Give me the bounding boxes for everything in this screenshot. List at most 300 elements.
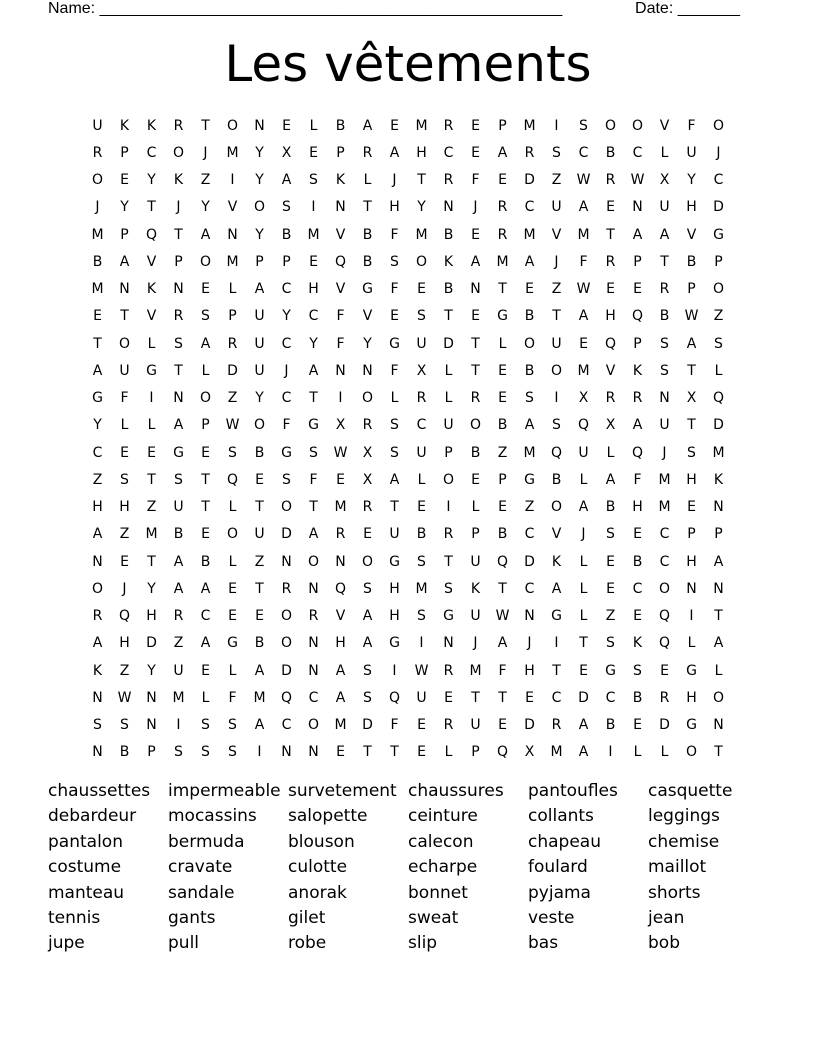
- grid-letter[interactable]: T: [174, 362, 183, 379]
- grid-letter[interactable]: H: [389, 199, 400, 216]
- grid-letter[interactable]: N: [713, 499, 724, 516]
- grid-letter[interactable]: T: [714, 608, 723, 625]
- grid-letter[interactable]: S: [660, 362, 669, 379]
- grid-letter[interactable]: T: [417, 172, 426, 189]
- grid-letter[interactable]: O: [307, 717, 320, 734]
- grid-letter[interactable]: B: [470, 444, 481, 461]
- grid-letter[interactable]: B: [200, 553, 211, 570]
- grid-letter[interactable]: O: [604, 117, 617, 134]
- grid-letter[interactable]: E: [228, 608, 237, 625]
- grid-letter[interactable]: E: [309, 253, 318, 270]
- grid-letter[interactable]: A: [578, 717, 589, 734]
- grid-letter[interactable]: L: [471, 499, 480, 516]
- grid-letter[interactable]: O: [712, 281, 725, 298]
- grid-letter[interactable]: O: [199, 390, 212, 407]
- grid-letter[interactable]: T: [201, 499, 210, 516]
- grid-letter[interactable]: O: [226, 526, 239, 543]
- grid-letter[interactable]: I: [446, 499, 451, 516]
- grid-letter[interactable]: N: [173, 390, 184, 407]
- grid-letter[interactable]: R: [308, 608, 319, 625]
- grid-letter[interactable]: R: [362, 417, 373, 434]
- grid-letter[interactable]: R: [497, 226, 508, 243]
- grid-letter[interactable]: Z: [173, 635, 184, 652]
- grid-letter[interactable]: E: [633, 717, 642, 734]
- grid-letter[interactable]: U: [416, 444, 427, 461]
- grid-letter[interactable]: J: [662, 444, 667, 461]
- grid-letter[interactable]: P: [471, 744, 480, 761]
- grid-letter[interactable]: Q: [631, 444, 644, 461]
- grid-letter[interactable]: A: [524, 417, 535, 434]
- grid-letter[interactable]: B: [119, 744, 130, 761]
- grid-letter[interactable]: O: [469, 417, 482, 434]
- grid-letter[interactable]: Z: [119, 526, 130, 543]
- grid-letter[interactable]: A: [200, 226, 211, 243]
- grid-letter[interactable]: A: [335, 689, 346, 706]
- grid-letter[interactable]: P: [471, 526, 480, 543]
- grid-letter[interactable]: R: [605, 253, 616, 270]
- grid-letter[interactable]: S: [633, 662, 642, 679]
- grid-letter[interactable]: L: [687, 635, 696, 652]
- grid-letter[interactable]: S: [228, 744, 237, 761]
- grid-letter[interactable]: A: [335, 662, 346, 679]
- grid-letter[interactable]: I: [554, 635, 559, 652]
- grid-letter[interactable]: M: [523, 226, 536, 243]
- grid-letter[interactable]: N: [632, 199, 643, 216]
- grid-letter[interactable]: K: [632, 635, 643, 652]
- grid-letter[interactable]: B: [254, 635, 265, 652]
- grid-letter[interactable]: A: [470, 253, 481, 270]
- grid-letter[interactable]: O: [550, 499, 563, 516]
- grid-letter[interactable]: F: [390, 717, 399, 734]
- grid-letter[interactable]: N: [92, 689, 103, 706]
- grid-letter[interactable]: X: [362, 444, 373, 461]
- grid-letter[interactable]: E: [633, 608, 642, 625]
- grid-letter[interactable]: H: [605, 308, 616, 325]
- grid-letter[interactable]: A: [524, 253, 535, 270]
- grid-letter[interactable]: L: [201, 362, 210, 379]
- grid-letter[interactable]: M: [550, 744, 563, 761]
- grid-letter[interactable]: E: [525, 281, 534, 298]
- grid-letter[interactable]: E: [417, 744, 426, 761]
- grid-letter[interactable]: Y: [147, 662, 156, 679]
- grid-letter[interactable]: T: [687, 417, 696, 434]
- grid-letter[interactable]: S: [552, 144, 561, 161]
- grid-letter[interactable]: A: [578, 744, 589, 761]
- grid-letter[interactable]: B: [497, 417, 508, 434]
- grid-letter[interactable]: M: [496, 253, 509, 270]
- grid-letter[interactable]: C: [524, 526, 535, 543]
- grid-letter[interactable]: D: [713, 417, 724, 434]
- grid-letter[interactable]: O: [361, 553, 374, 570]
- grid-letter[interactable]: C: [200, 608, 211, 625]
- grid-letter[interactable]: R: [92, 144, 103, 161]
- grid-letter[interactable]: E: [228, 580, 237, 597]
- grid-letter[interactable]: J: [581, 526, 586, 543]
- grid-letter[interactable]: R: [659, 281, 670, 298]
- grid-letter[interactable]: I: [257, 744, 262, 761]
- grid-letter[interactable]: Q: [712, 390, 725, 407]
- grid-letter[interactable]: A: [281, 172, 292, 189]
- grid-letter[interactable]: M: [577, 226, 590, 243]
- grid-letter[interactable]: O: [91, 580, 104, 597]
- grid-letter[interactable]: U: [254, 362, 265, 379]
- grid-letter[interactable]: E: [336, 471, 345, 488]
- grid-letter[interactable]: U: [470, 717, 481, 734]
- grid-letter[interactable]: S: [660, 335, 669, 352]
- grid-letter[interactable]: M: [91, 226, 104, 243]
- grid-letter[interactable]: C: [281, 390, 292, 407]
- grid-letter[interactable]: M: [145, 526, 158, 543]
- grid-letter[interactable]: A: [254, 662, 265, 679]
- grid-letter[interactable]: H: [686, 199, 697, 216]
- grid-letter[interactable]: G: [92, 390, 103, 407]
- grid-letter[interactable]: E: [390, 117, 399, 134]
- grid-letter[interactable]: K: [119, 117, 130, 134]
- grid-letter[interactable]: F: [228, 689, 237, 706]
- grid-letter[interactable]: O: [631, 117, 644, 134]
- grid-letter[interactable]: K: [470, 580, 481, 597]
- grid-letter[interactable]: N: [335, 199, 346, 216]
- grid-letter[interactable]: S: [201, 308, 210, 325]
- grid-letter[interactable]: Y: [147, 580, 156, 597]
- grid-letter[interactable]: R: [92, 608, 103, 625]
- grid-letter[interactable]: A: [632, 226, 643, 243]
- grid-letter[interactable]: B: [497, 526, 508, 543]
- grid-letter[interactable]: A: [200, 580, 211, 597]
- grid-letter[interactable]: S: [363, 689, 372, 706]
- grid-letter[interactable]: M: [415, 117, 428, 134]
- grid-letter[interactable]: S: [363, 662, 372, 679]
- grid-letter[interactable]: A: [173, 417, 184, 434]
- grid-letter[interactable]: U: [254, 308, 265, 325]
- grid-letter[interactable]: C: [659, 553, 670, 570]
- grid-letter[interactable]: D: [713, 199, 724, 216]
- grid-letter[interactable]: S: [525, 390, 534, 407]
- grid-letter[interactable]: R: [443, 526, 454, 543]
- grid-letter[interactable]: I: [311, 199, 316, 216]
- grid-letter[interactable]: C: [308, 308, 319, 325]
- grid-letter[interactable]: S: [444, 580, 453, 597]
- grid-letter[interactable]: L: [714, 362, 723, 379]
- grid-letter[interactable]: G: [362, 281, 373, 298]
- grid-letter[interactable]: P: [498, 117, 507, 134]
- grid-letter[interactable]: G: [308, 417, 319, 434]
- grid-letter[interactable]: A: [605, 471, 616, 488]
- grid-letter[interactable]: S: [93, 717, 102, 734]
- grid-letter[interactable]: F: [282, 417, 291, 434]
- grid-letter[interactable]: X: [416, 362, 427, 379]
- grid-letter[interactable]: V: [335, 226, 346, 243]
- grid-letter[interactable]: N: [92, 744, 103, 761]
- grid-letter[interactable]: A: [254, 717, 265, 734]
- grid-letter[interactable]: S: [174, 335, 183, 352]
- grid-letter[interactable]: S: [201, 717, 210, 734]
- grid-letter[interactable]: C: [416, 417, 427, 434]
- grid-letter[interactable]: M: [226, 253, 239, 270]
- grid-letter[interactable]: R: [605, 172, 616, 189]
- grid-letter[interactable]: K: [632, 362, 643, 379]
- grid-letter[interactable]: H: [389, 580, 400, 597]
- grid-letter[interactable]: A: [362, 635, 373, 652]
- grid-letter[interactable]: V: [551, 526, 562, 543]
- grid-letter[interactable]: O: [280, 608, 293, 625]
- grid-letter[interactable]: J: [284, 362, 289, 379]
- grid-letter[interactable]: Q: [280, 689, 293, 706]
- grid-letter[interactable]: T: [714, 744, 723, 761]
- grid-letter[interactable]: E: [498, 172, 507, 189]
- grid-letter[interactable]: M: [91, 281, 104, 298]
- grid-letter[interactable]: M: [523, 444, 536, 461]
- grid-letter[interactable]: A: [578, 199, 589, 216]
- grid-letter[interactable]: P: [228, 308, 237, 325]
- grid-letter[interactable]: Y: [93, 417, 102, 434]
- grid-letter[interactable]: C: [632, 144, 643, 161]
- grid-letter[interactable]: T: [147, 199, 156, 216]
- grid-letter[interactable]: R: [335, 526, 346, 543]
- grid-letter[interactable]: H: [335, 635, 346, 652]
- grid-letter[interactable]: K: [146, 117, 157, 134]
- grid-letter[interactable]: E: [606, 281, 615, 298]
- grid-letter[interactable]: A: [632, 417, 643, 434]
- grid-letter[interactable]: N: [443, 635, 454, 652]
- grid-letter[interactable]: T: [255, 580, 264, 597]
- grid-letter[interactable]: P: [633, 253, 642, 270]
- grid-letter[interactable]: G: [146, 362, 157, 379]
- grid-letter[interactable]: C: [713, 172, 724, 189]
- grid-letter[interactable]: N: [119, 281, 130, 298]
- grid-letter[interactable]: S: [687, 444, 696, 461]
- grid-letter[interactable]: I: [338, 390, 343, 407]
- grid-letter[interactable]: S: [606, 635, 615, 652]
- grid-letter[interactable]: I: [608, 744, 613, 761]
- grid-letter[interactable]: U: [551, 335, 562, 352]
- grid-letter[interactable]: N: [335, 362, 346, 379]
- grid-letter[interactable]: T: [309, 499, 318, 516]
- grid-letter[interactable]: S: [282, 199, 291, 216]
- grid-letter[interactable]: R: [173, 117, 184, 134]
- grid-letter[interactable]: S: [606, 526, 615, 543]
- grid-letter[interactable]: O: [442, 471, 455, 488]
- grid-letter[interactable]: M: [577, 362, 590, 379]
- grid-letter[interactable]: G: [389, 553, 400, 570]
- grid-letter[interactable]: U: [173, 662, 184, 679]
- grid-letter[interactable]: H: [632, 499, 643, 516]
- grid-letter[interactable]: O: [658, 580, 671, 597]
- grid-letter[interactable]: O: [550, 362, 563, 379]
- grid-letter[interactable]: F: [390, 226, 399, 243]
- grid-letter[interactable]: F: [687, 117, 696, 134]
- grid-letter[interactable]: E: [606, 199, 615, 216]
- grid-letter[interactable]: M: [658, 499, 671, 516]
- grid-letter[interactable]: A: [389, 471, 400, 488]
- grid-letter[interactable]: Q: [334, 253, 347, 270]
- grid-letter[interactable]: S: [390, 417, 399, 434]
- grid-letter[interactable]: Y: [255, 144, 264, 161]
- grid-letter[interactable]: E: [363, 526, 372, 543]
- grid-letter[interactable]: Y: [363, 335, 372, 352]
- grid-letter[interactable]: E: [201, 662, 210, 679]
- grid-letter[interactable]: V: [659, 117, 670, 134]
- grid-letter[interactable]: P: [687, 526, 696, 543]
- grid-letter[interactable]: O: [415, 253, 428, 270]
- grid-letter[interactable]: L: [228, 499, 237, 516]
- grid-letter[interactable]: S: [174, 744, 183, 761]
- grid-letter[interactable]: T: [147, 471, 156, 488]
- grid-letter[interactable]: M: [334, 499, 347, 516]
- grid-letter[interactable]: Q: [334, 580, 347, 597]
- grid-letter[interactable]: E: [147, 444, 156, 461]
- grid-letter[interactable]: I: [176, 717, 181, 734]
- grid-letter[interactable]: S: [390, 444, 399, 461]
- grid-letter[interactable]: E: [471, 308, 480, 325]
- grid-letter[interactable]: Y: [417, 199, 426, 216]
- grid-letter[interactable]: S: [417, 608, 426, 625]
- grid-letter[interactable]: I: [689, 608, 694, 625]
- grid-letter[interactable]: Z: [551, 172, 562, 189]
- grid-letter[interactable]: K: [551, 553, 562, 570]
- grid-letter[interactable]: T: [363, 199, 372, 216]
- grid-letter[interactable]: E: [498, 362, 507, 379]
- grid-letter[interactable]: T: [309, 390, 318, 407]
- grid-letter[interactable]: E: [417, 717, 426, 734]
- grid-letter[interactable]: U: [470, 608, 481, 625]
- grid-letter[interactable]: P: [174, 253, 183, 270]
- grid-letter[interactable]: C: [632, 580, 643, 597]
- grid-letter[interactable]: P: [714, 526, 723, 543]
- grid-letter[interactable]: N: [146, 689, 157, 706]
- grid-letter[interactable]: O: [685, 744, 698, 761]
- grid-letter[interactable]: G: [389, 335, 400, 352]
- grid-letter[interactable]: A: [173, 580, 184, 597]
- grid-letter[interactable]: U: [443, 417, 454, 434]
- grid-letter[interactable]: P: [714, 253, 723, 270]
- grid-letter[interactable]: L: [633, 744, 642, 761]
- grid-letter[interactable]: E: [471, 471, 480, 488]
- grid-letter[interactable]: B: [551, 471, 562, 488]
- grid-letter[interactable]: H: [308, 281, 319, 298]
- grid-letter[interactable]: O: [226, 117, 239, 134]
- grid-letter[interactable]: N: [713, 580, 724, 597]
- grid-letter[interactable]: K: [335, 172, 346, 189]
- grid-letter[interactable]: Z: [146, 499, 157, 516]
- grid-letter[interactable]: J: [554, 253, 559, 270]
- grid-letter[interactable]: T: [120, 308, 129, 325]
- grid-letter[interactable]: X: [605, 417, 616, 434]
- grid-letter[interactable]: T: [147, 553, 156, 570]
- grid-letter[interactable]: E: [579, 662, 588, 679]
- grid-letter[interactable]: O: [712, 117, 725, 134]
- grid-letter[interactable]: Q: [496, 553, 509, 570]
- grid-letter[interactable]: G: [551, 608, 562, 625]
- grid-letter[interactable]: P: [444, 444, 453, 461]
- grid-letter[interactable]: T: [498, 281, 507, 298]
- grid-letter[interactable]: H: [686, 689, 697, 706]
- grid-letter[interactable]: Z: [227, 390, 238, 407]
- grid-letter[interactable]: Z: [254, 553, 265, 570]
- grid-letter[interactable]: U: [254, 335, 265, 352]
- grid-letter[interactable]: T: [552, 662, 561, 679]
- grid-letter[interactable]: S: [309, 172, 318, 189]
- grid-letter[interactable]: O: [280, 635, 293, 652]
- grid-letter[interactable]: A: [308, 526, 319, 543]
- grid-letter[interactable]: Z: [200, 172, 211, 189]
- grid-letter[interactable]: V: [686, 226, 697, 243]
- grid-letter[interactable]: R: [416, 390, 427, 407]
- grid-letter[interactable]: R: [551, 717, 562, 734]
- grid-letter[interactable]: B: [443, 281, 454, 298]
- grid-letter[interactable]: Q: [496, 744, 509, 761]
- grid-letter[interactable]: R: [605, 390, 616, 407]
- grid-letter[interactable]: F: [309, 471, 318, 488]
- grid-letter[interactable]: E: [201, 526, 210, 543]
- grid-letter[interactable]: P: [120, 144, 129, 161]
- grid-letter[interactable]: V: [146, 253, 157, 270]
- grid-letter[interactable]: S: [363, 580, 372, 597]
- grid-letter[interactable]: R: [443, 717, 454, 734]
- grid-letter[interactable]: L: [228, 281, 237, 298]
- grid-letter[interactable]: E: [120, 444, 129, 461]
- grid-letter[interactable]: W: [333, 444, 348, 461]
- grid-letter[interactable]: W: [630, 172, 645, 189]
- grid-letter[interactable]: O: [118, 335, 131, 352]
- grid-letter[interactable]: L: [579, 580, 588, 597]
- grid-letter[interactable]: T: [363, 744, 372, 761]
- grid-letter[interactable]: T: [390, 499, 399, 516]
- grid-letter[interactable]: A: [713, 553, 724, 570]
- grid-letter[interactable]: Q: [145, 226, 158, 243]
- grid-letter[interactable]: N: [335, 553, 346, 570]
- grid-letter[interactable]: A: [578, 499, 589, 516]
- grid-letter[interactable]: G: [389, 635, 400, 652]
- grid-letter[interactable]: D: [659, 717, 670, 734]
- grid-letter[interactable]: N: [713, 717, 724, 734]
- grid-letter[interactable]: B: [524, 362, 535, 379]
- grid-letter[interactable]: D: [524, 172, 535, 189]
- grid-letter[interactable]: Y: [687, 172, 696, 189]
- grid-letter[interactable]: S: [120, 471, 129, 488]
- grid-letter[interactable]: B: [362, 226, 373, 243]
- grid-letter[interactable]: S: [417, 553, 426, 570]
- grid-letter[interactable]: F: [579, 253, 588, 270]
- grid-letter[interactable]: J: [122, 580, 127, 597]
- grid-letter[interactable]: K: [443, 253, 454, 270]
- grid-letter[interactable]: R: [632, 390, 643, 407]
- grid-letter[interactable]: J: [203, 144, 208, 161]
- grid-letter[interactable]: T: [201, 471, 210, 488]
- grid-letter[interactable]: G: [497, 308, 508, 325]
- grid-letter[interactable]: B: [416, 526, 427, 543]
- grid-letter[interactable]: S: [579, 117, 588, 134]
- grid-letter[interactable]: B: [632, 689, 643, 706]
- grid-letter[interactable]: X: [578, 390, 589, 407]
- grid-letter[interactable]: G: [227, 635, 238, 652]
- grid-letter[interactable]: U: [416, 335, 427, 352]
- grid-letter[interactable]: V: [335, 608, 346, 625]
- grid-letter[interactable]: R: [362, 144, 373, 161]
- grid-letter[interactable]: K: [146, 281, 157, 298]
- grid-letter[interactable]: N: [173, 281, 184, 298]
- grid-letter[interactable]: D: [578, 689, 589, 706]
- grid-letter[interactable]: C: [578, 144, 589, 161]
- grid-letter[interactable]: O: [280, 499, 293, 516]
- grid-letter[interactable]: L: [444, 362, 453, 379]
- grid-letter[interactable]: A: [497, 635, 508, 652]
- grid-letter[interactable]: E: [633, 526, 642, 543]
- grid-letter[interactable]: S: [282, 471, 291, 488]
- grid-letter[interactable]: H: [119, 499, 130, 516]
- grid-letter[interactable]: M: [415, 580, 428, 597]
- grid-letter[interactable]: E: [201, 444, 210, 461]
